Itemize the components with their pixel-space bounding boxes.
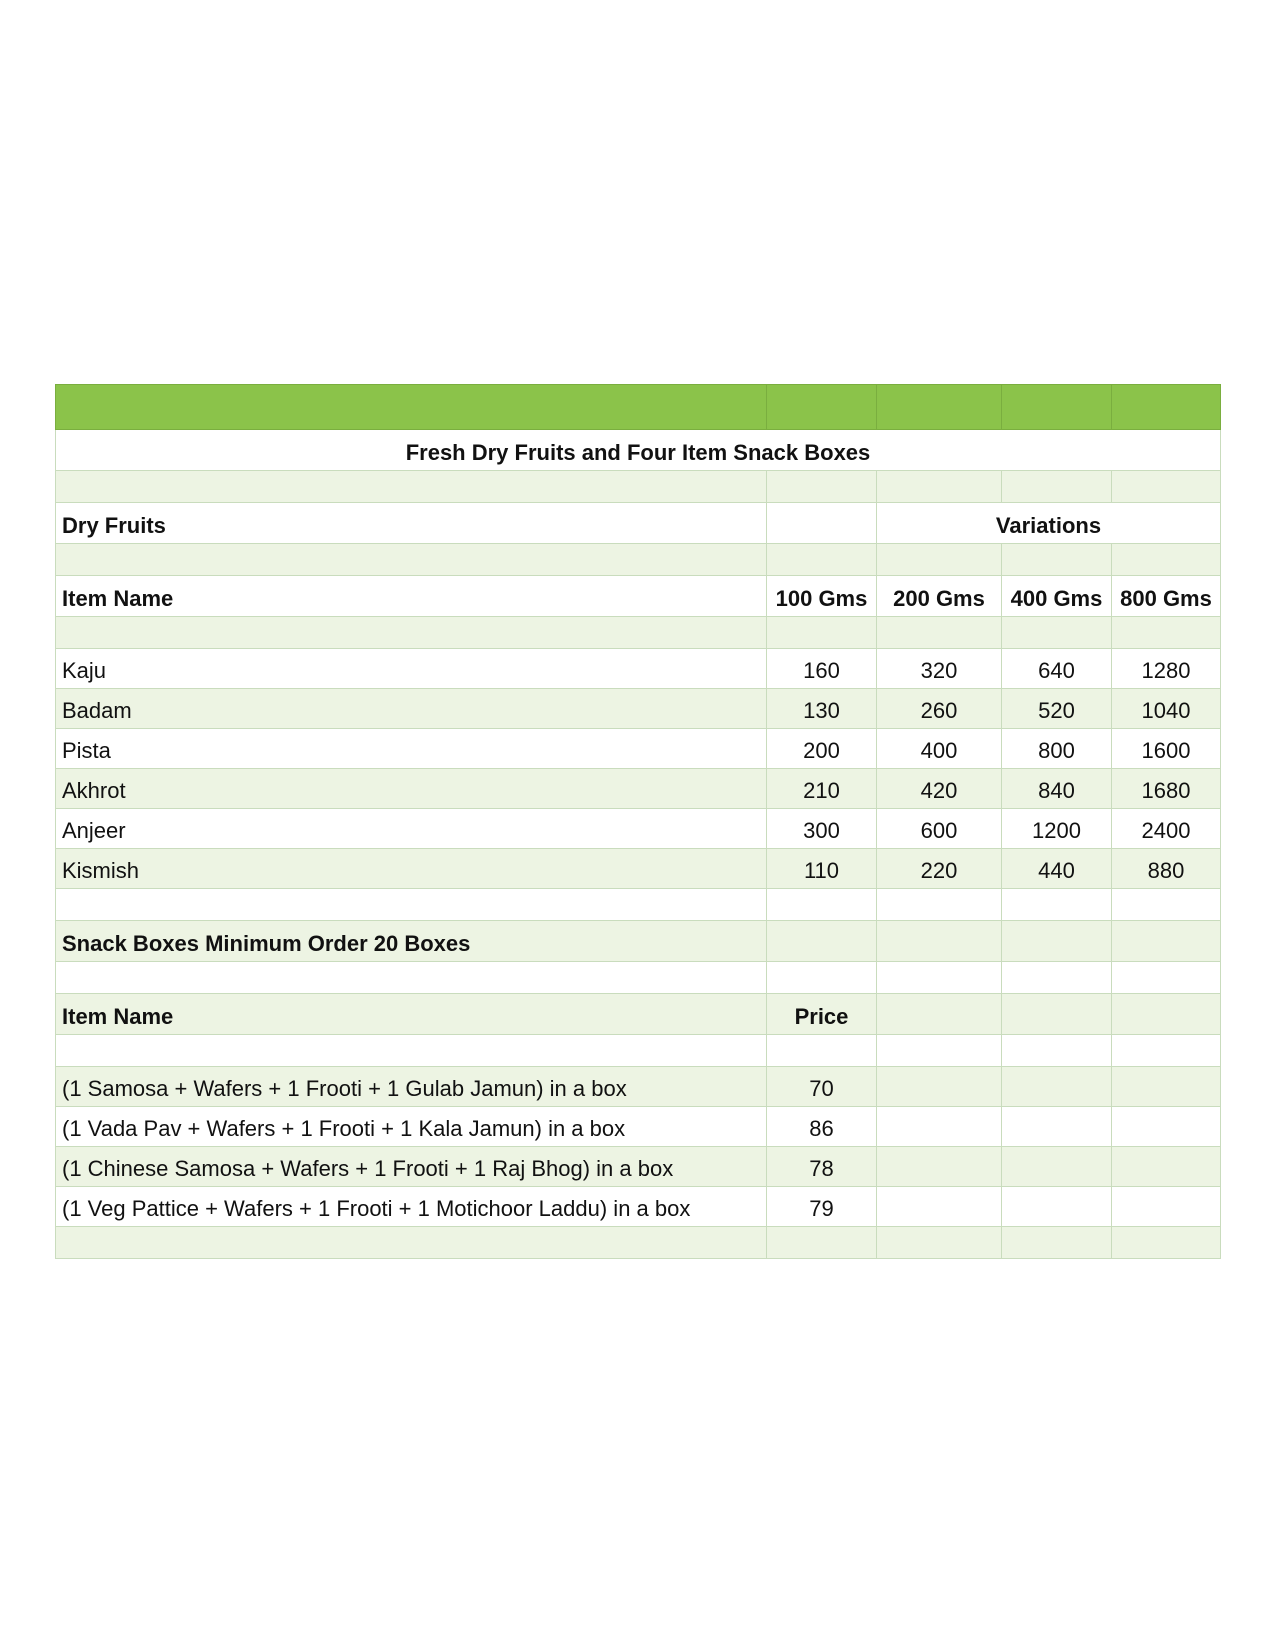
spacer-row <box>56 962 1221 994</box>
price-400: 440 <box>1002 849 1112 889</box>
price-200: 400 <box>877 729 1002 769</box>
item-name: Pista <box>56 729 767 769</box>
price-400: 640 <box>1002 649 1112 689</box>
snack-box-name: (1 Vada Pav + Wafers + 1 Frooti + 1 Kala Jamun) in a box <box>56 1107 767 1147</box>
spacer-row <box>56 1227 1221 1259</box>
page-title: Fresh Dry Fruits and Four Item Snack Boxes <box>56 430 1221 471</box>
price-800: 1280 <box>1112 649 1221 689</box>
price-200: 420 <box>877 769 1002 809</box>
dry-fruits-header-row <box>56 576 1221 617</box>
snack-box-name: (1 Samosa + Wafers + 1 Frooti + 1 Gulab Jamun) in a box <box>56 1067 767 1107</box>
price-800: 1680 <box>1112 769 1221 809</box>
table-row <box>56 849 1221 889</box>
price-100: 200 <box>767 729 877 769</box>
variations-label: Variations <box>877 503 1221 544</box>
item-name: Badam <box>56 689 767 729</box>
header-band <box>56 385 1221 430</box>
price-100: 160 <box>767 649 877 689</box>
spacer-row <box>56 471 1221 503</box>
table-row <box>56 1187 1221 1227</box>
price-100: 110 <box>767 849 877 889</box>
price-list-sheet <box>55 384 1220 1259</box>
column-header-item-name: Item Name <box>56 994 767 1035</box>
dry-fruits-section-label: Dry Fruits <box>56 503 767 544</box>
table-row <box>56 729 1221 769</box>
price-100: 210 <box>767 769 877 809</box>
table-row <box>56 1107 1221 1147</box>
price-400: 520 <box>1002 689 1112 729</box>
spacer-row <box>56 1035 1221 1067</box>
item-name: Akhrot <box>56 769 767 809</box>
price-200: 600 <box>877 809 1002 849</box>
snack-boxes-section-row <box>56 921 1221 962</box>
snack-box-price: 79 <box>767 1187 877 1227</box>
price-100: 130 <box>767 689 877 729</box>
table-row <box>56 689 1221 729</box>
table-row <box>56 649 1221 689</box>
column-header-item-name: Item Name <box>56 576 767 617</box>
spacer-row <box>56 617 1221 649</box>
snack-box-price: 78 <box>767 1147 877 1187</box>
column-header-800-gms: 800 Gms <box>1112 576 1221 617</box>
snack-box-name: (1 Chinese Samosa + Wafers + 1 Frooti + 1 Raj Bhog) in a box <box>56 1147 767 1187</box>
item-name: Kismish <box>56 849 767 889</box>
dry-fruits-section-row <box>56 503 1221 544</box>
table-row <box>56 809 1221 849</box>
snack-boxes-header-row <box>56 994 1221 1035</box>
column-header-400-gms: 400 Gms <box>1002 576 1112 617</box>
price-400: 800 <box>1002 729 1112 769</box>
snack-box-price: 70 <box>767 1067 877 1107</box>
price-400: 1200 <box>1002 809 1112 849</box>
price-100: 300 <box>767 809 877 849</box>
price-200: 220 <box>877 849 1002 889</box>
table-row <box>56 769 1221 809</box>
price-800: 1040 <box>1112 689 1221 729</box>
title-row <box>56 430 1221 471</box>
snack-box-price: 86 <box>767 1107 877 1147</box>
snack-box-name: (1 Veg Pattice + Wafers + 1 Frooti + 1 Motichoor Laddu) in a box <box>56 1187 767 1227</box>
snack-boxes-section-label: Snack Boxes Minimum Order 20 Boxes <box>56 921 767 962</box>
table-row <box>56 1067 1221 1107</box>
column-header-200-gms: 200 Gms <box>877 576 1002 617</box>
price-800: 880 <box>1112 849 1221 889</box>
price-800: 2400 <box>1112 809 1221 849</box>
column-header-price: Price <box>767 994 877 1035</box>
price-200: 320 <box>877 649 1002 689</box>
spacer-row <box>56 889 1221 921</box>
price-400: 840 <box>1002 769 1112 809</box>
column-header-100-gms: 100 Gms <box>767 576 877 617</box>
item-name: Kaju <box>56 649 767 689</box>
item-name: Anjeer <box>56 809 767 849</box>
price-200: 260 <box>877 689 1002 729</box>
spacer-row <box>56 544 1221 576</box>
table-row <box>56 1147 1221 1187</box>
price-800: 1600 <box>1112 729 1221 769</box>
price-table <box>55 384 1221 1259</box>
